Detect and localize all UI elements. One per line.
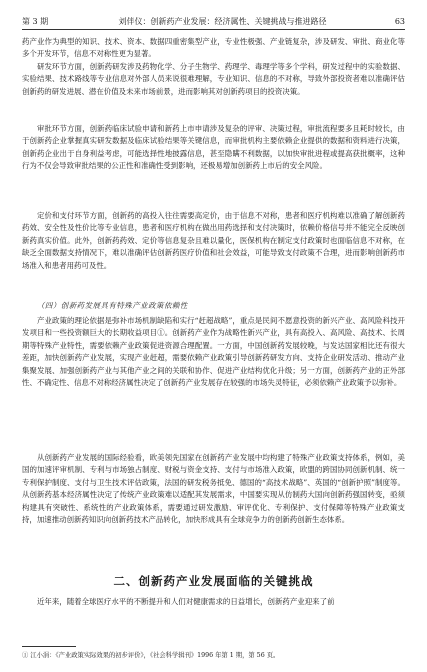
paragraph-3: 审批环节方面，创新药临床试验申请和新药上市申请涉及复杂的评审、决策过程，审批流程要多且耗时较长，由于创新药企业掌握真实研发数据及临床试验结果等关键信息，而审批机构主要依赖企业提供的数据和资料进行决策，创新药企业出于自身利益考虑，可能选择性地披露信息，甚至隐瞒不利数据，以加快审批进程或提高获批概率，这种行为不仅会导致审批结果的公正性和准确性受到影响，还极易增加创新药上市后的安全风险。 <box>22 124 405 171</box>
footnote: ① 江小涓：《产业政策实际效果的初步评价》，《社会科学辑刊》1996 年第 1 期，第 56 页。 <box>22 652 280 659</box>
paragraph-4: 定价和支付环节方面，创新药的高投入往往需要高定价，由于信息不对称，患者和医疗机构难以准确了解创新药药效、安全性及性价比等专业信息，患者和医疗机构在做出用药选择和支付决策时，依赖价格信号并不能完全反映创新药真实价值。此外，创新药药效、定价等信息复杂且难以量化，医保机构在制定支付政策时也面临信息不对称，在缺乏全面数据支持情况下，难以准确评估创新药医疗价值和社会效益，可能导致支付政策不合理，进而影响创新药市场准入和患者用药可及性。 <box>22 211 405 270</box>
running-title: 刘伴仪：创新药产业发展：经济属性、关键挑战与推进路径 <box>118 17 327 26</box>
paragraph-1: 药产业作为典型的知识、技术、资本、数据四重密集型产业，专业性极强、产业链复杂，涉及研发、审批、商业化等多个开发环节，信息不对称性更为显著。 <box>22 37 405 59</box>
subheading: （四）创新药发展具有特殊产业政策依赖性 <box>37 301 188 310</box>
paragraph-5: 产业政策的理论依据是弥补市场机制缺陷和实行“赶超战略”，重点是民间不愿意投资的新兴产业、高风险科技开发项目和一些投资额巨大的长期收益项目①。创新药产业作为战略性新兴产业，具有高投入、高风险、高技术、长周期等特殊产业特性，需要依赖产业政策促进资源合理配置。一方面，中国创新药发展较晚，与发达国家相比还有很大差距，加快创新药产业发展，实现产业赶超，需要依赖产业政策引导创新药研发方向、支持企业研发活动、推动产业集聚发展、加强创新药产业与其他产业之间的关联和协作、促进产业结构优化升级；另一方面，创新药产业的正外部性、不确定性、信息不对称经济属性决定了创新药产业发展存在较强的市场失灵特征，必须依赖产业政策予以弥补。 <box>22 316 405 388</box>
article-body <box>22 36 405 609</box>
running-header <box>22 15 405 30</box>
section-title: 二、创新药产业发展面临的关键挑战 <box>113 574 314 588</box>
footnote-rule <box>22 646 76 647</box>
issue-label: 第 3 期 <box>22 17 49 26</box>
paragraph-2: 研发环节方面，创新药研发涉及药物化学、分子生物学、药理学、毒理学等多个学科，研发过程中的实验数据、实验结果、技术路线等专业信息对外部人员来说很难理解，专业知识、信息的不对称，导致外部投资者难以准确评估创新药的研发进展、潜在价值及未来市场前景，进而影响其对创新药项目的投资决策。 <box>22 62 405 96</box>
paragraph-6: 从创新药产业发展的国际经验看，欧美领先国家在创新药产业发展中均构建了特殊产业政策支持体系，例如，美国的加速评审机制、专利与市场独占制度、财税与资金支持、支付与市场准入政策，欧盟的跨国协同创新机制、统一专利保护制度、支付与卫生技术评估政策，法国的研发税务抵免、德国的“高技术战略”、英国的“创新护照”制度等。从创新药基本经济属性决定了传统产业政策难以适配其发展需求，中国要实现从仿制药大国向创新药强国转变，亟须构建具有突破性、系统性的产业政策体系，需要通过研发激励、审评优化、专利保护、支付保障等特殊产业政策支持，加速推动创新药知识向创新药技术产品转化，加快形成具有全球竞争力的创新药创新生态体系。 <box>22 453 405 525</box>
paragraph-7: 近年来，随着全球医疗水平的不断提升和人们对健康需求的日益增长，创新药产业迎来了前 <box>37 597 335 606</box>
page-number: 63 <box>394 17 405 26</box>
